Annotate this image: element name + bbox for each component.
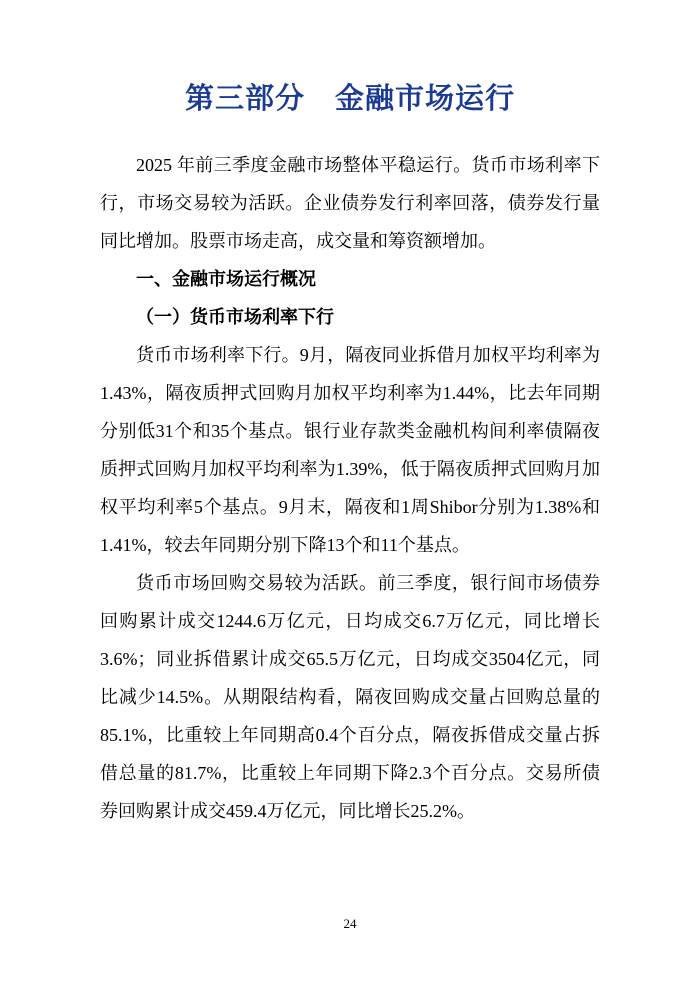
document-body <box>100 146 600 830</box>
section-title: 第三部分 金融市场运行 <box>184 83 515 115</box>
heading-market-overview: 一、金融市场运行概况 <box>136 269 316 289</box>
paragraph-overview: 2025 年前三季度金融市场整体平稳运行。货币市场利率下行，市场交易较为活跃。企业债券发行利率回落，债券发行量同比增加。股票市场走高，成交量和筹资额增加。 <box>100 155 600 251</box>
paragraph-repo-trading: 货币市场回购交易较为活跃。前三季度，银行间市场债券回购累计成交1244.6万亿元，日均成交6.7万亿元，同比增长3.6%；同业拆借累计成交65.5万亿元，日均成交3504亿元，同比减少14.5%。从期限结构看，隔夜回购成交量占回购总量的85.1%，比重较上年同期高0.4个百分点，隔夜拆借成交量占拆借总量的81.7%，比重较上年同期下降2.3个百分点。交易所债券回购累计成交459.4万亿元，同比增长25.2%。 <box>100 573 600 821</box>
page-number: 24 <box>343 916 357 931</box>
paragraph-money-market-rates: 货币市场利率下行。9月，隔夜同业拆借月加权平均利率为1.43%，隔夜质押式回购月加权平均利率为1.44%，比去年同期分别低31个和35个基点。银行业存款类金融机构间利率债隔夜质押式回购月加权平均利率为1.39%，低于隔夜质押式回购月加权平均利率5个基点。9月末，隔夜和1周Shibor分别为1.38%和1.41%，较去年同期分别下降13个和11个基点。 <box>100 345 600 555</box>
heading-money-market-rates: （一）货币市场利率下行 <box>136 307 334 327</box>
